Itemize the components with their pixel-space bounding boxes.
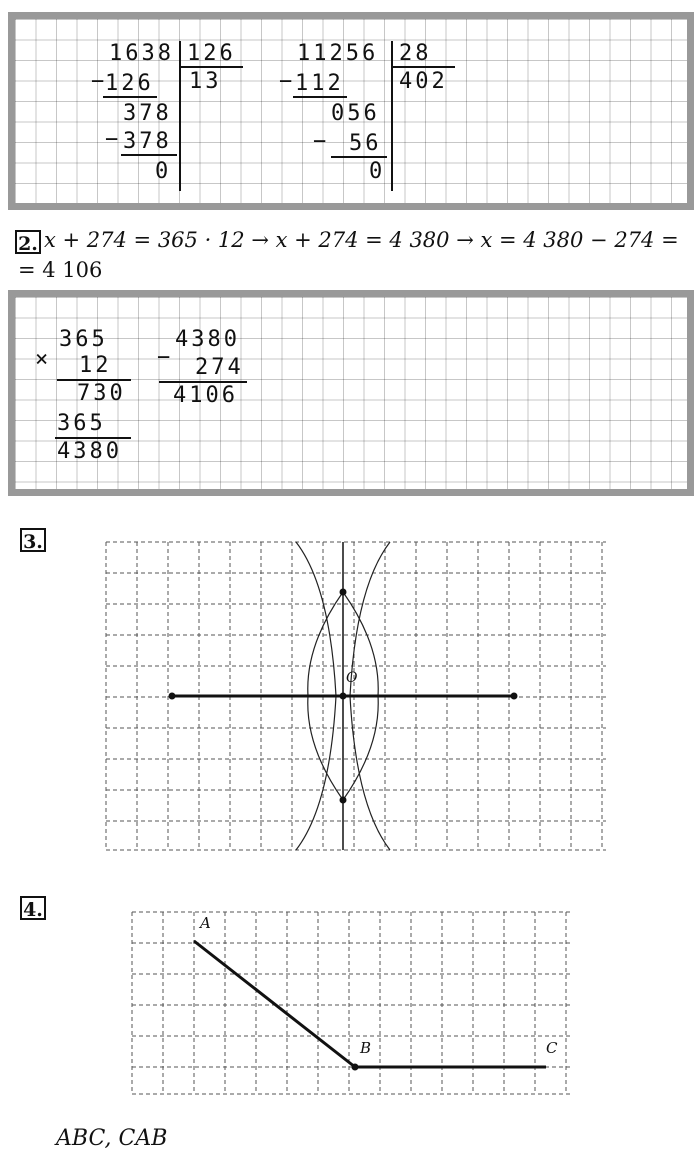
task-2-grid-panel (8, 290, 694, 496)
div2-divisor-rule (393, 66, 455, 68)
task-3-number: 3. (20, 528, 46, 552)
div2-quotient: 402 (399, 69, 448, 94)
task-4-angle-diagram (126, 906, 580, 1100)
segment-endpoint-left (169, 693, 176, 700)
label-o: O (346, 670, 358, 686)
task-4-number: 4. (20, 896, 46, 920)
label-a: A (200, 914, 211, 932)
intersection-bottom (340, 797, 347, 804)
div1-rule-1 (103, 96, 157, 98)
mult-bottom: 12 (79, 353, 112, 378)
point-b (352, 1064, 359, 1071)
div1-final: 0 (155, 159, 172, 184)
task-1-grid-panel (8, 12, 694, 210)
midpoint-o (340, 693, 347, 700)
task-2-equation-line-1: x + 274 = 365 · 12 → x + 274 = 4 380 → x = 4 380 − 274 = (44, 228, 679, 252)
task-3-construction-diagram (100, 536, 612, 856)
div1-sub2: 378 (123, 129, 172, 154)
sub-sign: − (157, 345, 174, 370)
segment-ab (194, 941, 355, 1067)
mult-partial-2: 365 (57, 411, 106, 436)
div2-vertical-bar (391, 41, 393, 191)
div2-sub1: 112 (295, 71, 344, 96)
div2-rule-1 (293, 96, 347, 98)
task-2-number: 2. (15, 230, 41, 254)
div1-divisor-rule (181, 66, 243, 68)
div1-minus-1: − (91, 69, 108, 94)
task-4-answer: ABC, CAB (56, 1126, 168, 1151)
mult-result: 4380 (57, 439, 122, 464)
div1-vertical-bar (179, 41, 181, 191)
mult-top: 365 (59, 327, 108, 352)
mult-partial-1: 730 (77, 381, 126, 406)
div1-rule-2 (121, 154, 177, 156)
div2-rem1: 056 (331, 101, 380, 126)
sub-result: 4106 (173, 383, 238, 408)
mult-sign: × (35, 347, 52, 372)
div2-rule-2 (331, 156, 387, 158)
segment-endpoint-right (511, 693, 518, 700)
sub-top: 4380 (175, 327, 240, 352)
label-c: C (546, 1039, 558, 1057)
div2-sub2: 56 (349, 131, 382, 156)
div2-final: 0 (369, 159, 386, 184)
sub-bottom: 274 (195, 355, 244, 380)
div2-divisor: 28 (399, 41, 432, 66)
div1-divisor: 126 (187, 41, 236, 66)
div1-dividend: 1638 (109, 41, 174, 66)
task-2-equation-line-2: = 4 106 (18, 258, 103, 282)
div1-quotient: 13 (189, 69, 222, 94)
div1-minus-2: − (105, 127, 122, 152)
intersection-top (340, 589, 347, 596)
label-b: B (360, 1039, 372, 1057)
div2-minus-2: − (313, 129, 330, 154)
div1-sub1: 126 (105, 71, 154, 96)
div2-minus-1: − (279, 69, 296, 94)
div2-dividend: 11256 (297, 41, 379, 66)
div1-rem1: 378 (123, 101, 172, 126)
